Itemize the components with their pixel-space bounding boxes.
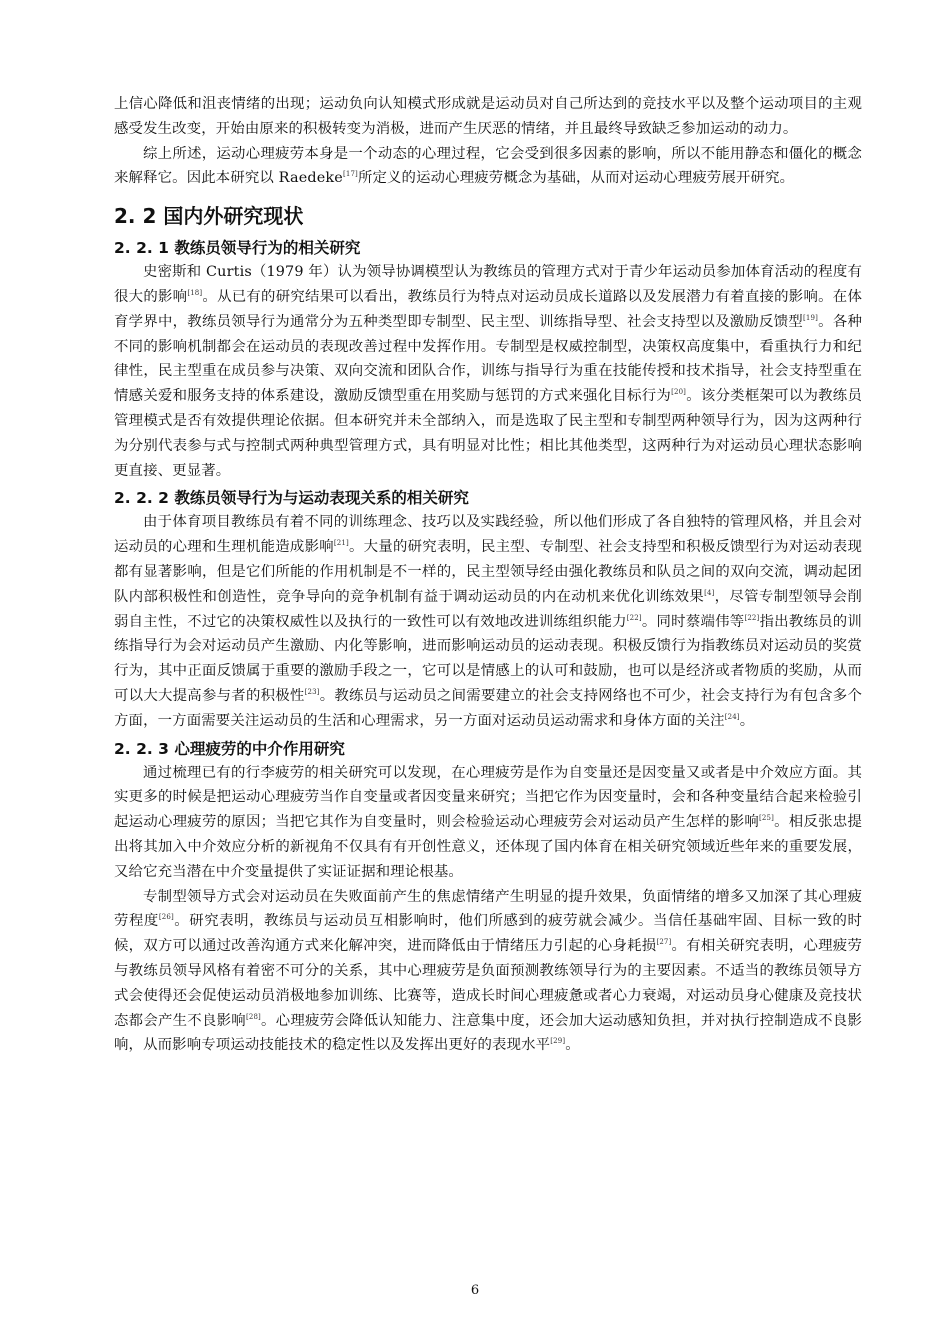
text-run: 。同时蔡端伟等 xyxy=(641,613,745,630)
paragraph-summary xyxy=(114,142,862,192)
text-run: ，尽管专制型领导会削弱自主性，不过它的决策权威性以及执行的一致性可以有效地改进训练组织能力 xyxy=(114,588,862,630)
text-run: 。各种不同的影响机制都会在运动员的表现改善过程中发挥作用。专制型是权威控制型，决策权高度集中，看重执行力和纪律性，民主型重在成员参与决策、双向交流和团队合作，训练与指导行为重在技能传授和技术指导，社会支持型重在情感关爱和服务支持的体系建设，激励反馈型重在用奖励与惩罚的方式来强化目标行为 xyxy=(114,313,862,405)
page-number: 6 xyxy=(470,1283,480,1298)
text-run: 指出教练员的训练指导行为会对运动员产生激励、内化等影响，进而影响运动员的运动表现。积极反馈行为指教练员对运动员的奖赏行为，其中正面反馈属于重要的激励手段之一，它可以是情感上的认可和鼓励，也可以是经济或者物质的奖励，从而可以大大提高参与者的积极性 xyxy=(114,613,862,704)
subsection-heading-3: 2. 2. 3 心理疲劳的中介作用研究 xyxy=(114,739,345,758)
text-run: 。有相关研究表明，心理疲劳与教练员领导风格有着密不可分的关系，其中心理疲劳是负面预测教练领导行为的主要因素。不适当的教练员领导方式会使得还会促使运动员消极地参加训练、比赛等，造成长时间心理疲惫或者心力衰竭，对运动员身心健康及竞技状态都会产生不良影响 xyxy=(114,938,863,1029)
paragraph-leadership-performance xyxy=(114,510,862,733)
text-run: 。大量的研究表明，民主型、专制型、社会支持型和积极反馈型行为对运动表现都有显著影响，但是它们所能的作用机制是不一样的，民主型领导经由强化教练员和队员之间的双向交流，调动起团队内部积极性和创造性，竞争导向的竞争机制有益于调动运动员的内在动机来优化训练效果 xyxy=(114,539,862,605)
text-run: 史密斯和 Curtis（1979 年）认为领导协调模型认为教练员的管理方式对于青少年运动员参加体育活动的程度有很大的影响 xyxy=(114,264,862,305)
citation: [25] xyxy=(759,814,775,823)
paragraph-continued xyxy=(114,92,862,142)
text-run: 上信心降低和沮丧情绪的出现；运动负向认知模式形成就是运动员对自己所达到的竞技水平以及整个运动项目的主观感受发生改变，开始由原来的积极转变为消极，进而产生厌恶的情绪，并且最终导致缺乏参加运动的动力。 xyxy=(114,96,862,137)
paragraph-autocratic-leadership xyxy=(114,885,862,1059)
text-run: 。心理疲劳会降低认知能力、注意集中度，还会加大运动感知负担，并对执行控制造成不良影响，从而影响专项运动技能技术的稳定性以及发挥出更好的表现水平 xyxy=(114,1012,863,1054)
citation: [22] xyxy=(626,613,642,622)
text-run: 综上所述，运动心理疲劳本身是一个动态的心理过程，它会受到很多因素的影响，所以不能用静态和僵化的概念来解释它。因此本研究以 Raedeke xyxy=(114,145,862,187)
text-run: 。该分类框架可以为教练员管理模式是否有效提供理论依据。但本研究并未全部纳入，而是选取了民主型和专制型两种领导行为，因为这两种行为分别代表参与式与控制式两种典型管理方式，具有明显对比性；相比其他类型，这两种行为对运动员心理状态影响更直接、更显著。 xyxy=(114,388,862,479)
subsection-heading-1: 2. 2. 1 教练员领导行为的相关研究 xyxy=(114,239,361,258)
citation: [20] xyxy=(671,388,687,397)
paragraph-coach-leadership xyxy=(114,260,862,483)
citation: [24] xyxy=(724,712,740,721)
citation: [18] xyxy=(187,288,203,297)
section-heading: 2. 2 国内外研究现状 xyxy=(114,204,304,229)
citation: [27] xyxy=(656,938,672,947)
citation: [29] xyxy=(550,1037,566,1046)
paragraph-fatigue-mediation xyxy=(114,761,862,885)
text-run: 。 xyxy=(739,712,755,729)
citation: [4] xyxy=(704,588,715,597)
text-run: 专制型领导方式会对运动员在失败面前产生的焦虑情绪产生明显的提升效果，负面情绪的增多又加深了其心理疲劳程度 xyxy=(114,888,862,930)
citation: [23] xyxy=(304,687,320,696)
paper-page xyxy=(114,92,862,1058)
text-run: 所定义的运动心理疲劳概念为基础，从而对运动心理疲劳展开研究。 xyxy=(357,170,795,187)
citation: [22] xyxy=(744,613,760,622)
text-run: 由于体育项目教练员有着不同的训练理念、技巧以及实践经验，所以他们形成了各自独特的管理风格，并且会对运动员的心理和生理机能造成影响 xyxy=(114,514,862,556)
text-run: 通过梳理已有的行李疲劳的相关研究可以发现，在心理疲劳是作为自变量还是因变量又或者是中介效应方面。其实更多的时候是把运动心理疲劳当作自变量或者因变量来研究；当把它作为因变量时，会和各种变量结合起来检验引起运动心理疲劳的原因；当把它其作为自变量时，则会检验运动心理疲劳会对运动员产生怎样的影响 xyxy=(114,764,862,831)
citation: [26] xyxy=(158,913,174,922)
text-run: 。 xyxy=(565,1037,580,1054)
text-run: 。相反张忠提出将其加入中介效应分析的新视角不仅具有有开创性意义，还体现了国内体育在相关研究领域近些年来的重要发展，又给它充当潜在中介变量提供了实证证据和理论根基。 xyxy=(114,814,862,880)
citation: [17] xyxy=(342,170,358,179)
text-run: 。研究表明，教练员与运动员互相影响时，他们所感到的疲劳就会减少。当信任基础牢固、目标一致的时候，双方可以通过改善沟通方式来化解冲突，进而降低由于情绪压力引起的心身耗损 xyxy=(114,913,863,955)
citation: [28] xyxy=(245,1012,261,1021)
subsection-heading-2: 2. 2. 2 教练员领导行为与运动表现关系的相关研究 xyxy=(114,489,469,508)
citation: [19] xyxy=(803,313,819,322)
citation: [21] xyxy=(333,539,349,548)
text-run: 。教练员与运动员之间需要建立的社会支持网络也不可少，社会支持行为有包含多个方面，一方面需要关注运动员的生活和心理需求，另一方面对运动员运动需求和身体方面的关注 xyxy=(114,687,863,729)
text-run: 。从已有的研究结果可以看出，教练员行为特点对运动员成长道路以及发展潜力有着直接的影响。在体育学界中，教练员领导行为通常分为五种类型即专制型、民主型、训练指导型、社会支持型以及激励反馈型 xyxy=(114,288,862,330)
